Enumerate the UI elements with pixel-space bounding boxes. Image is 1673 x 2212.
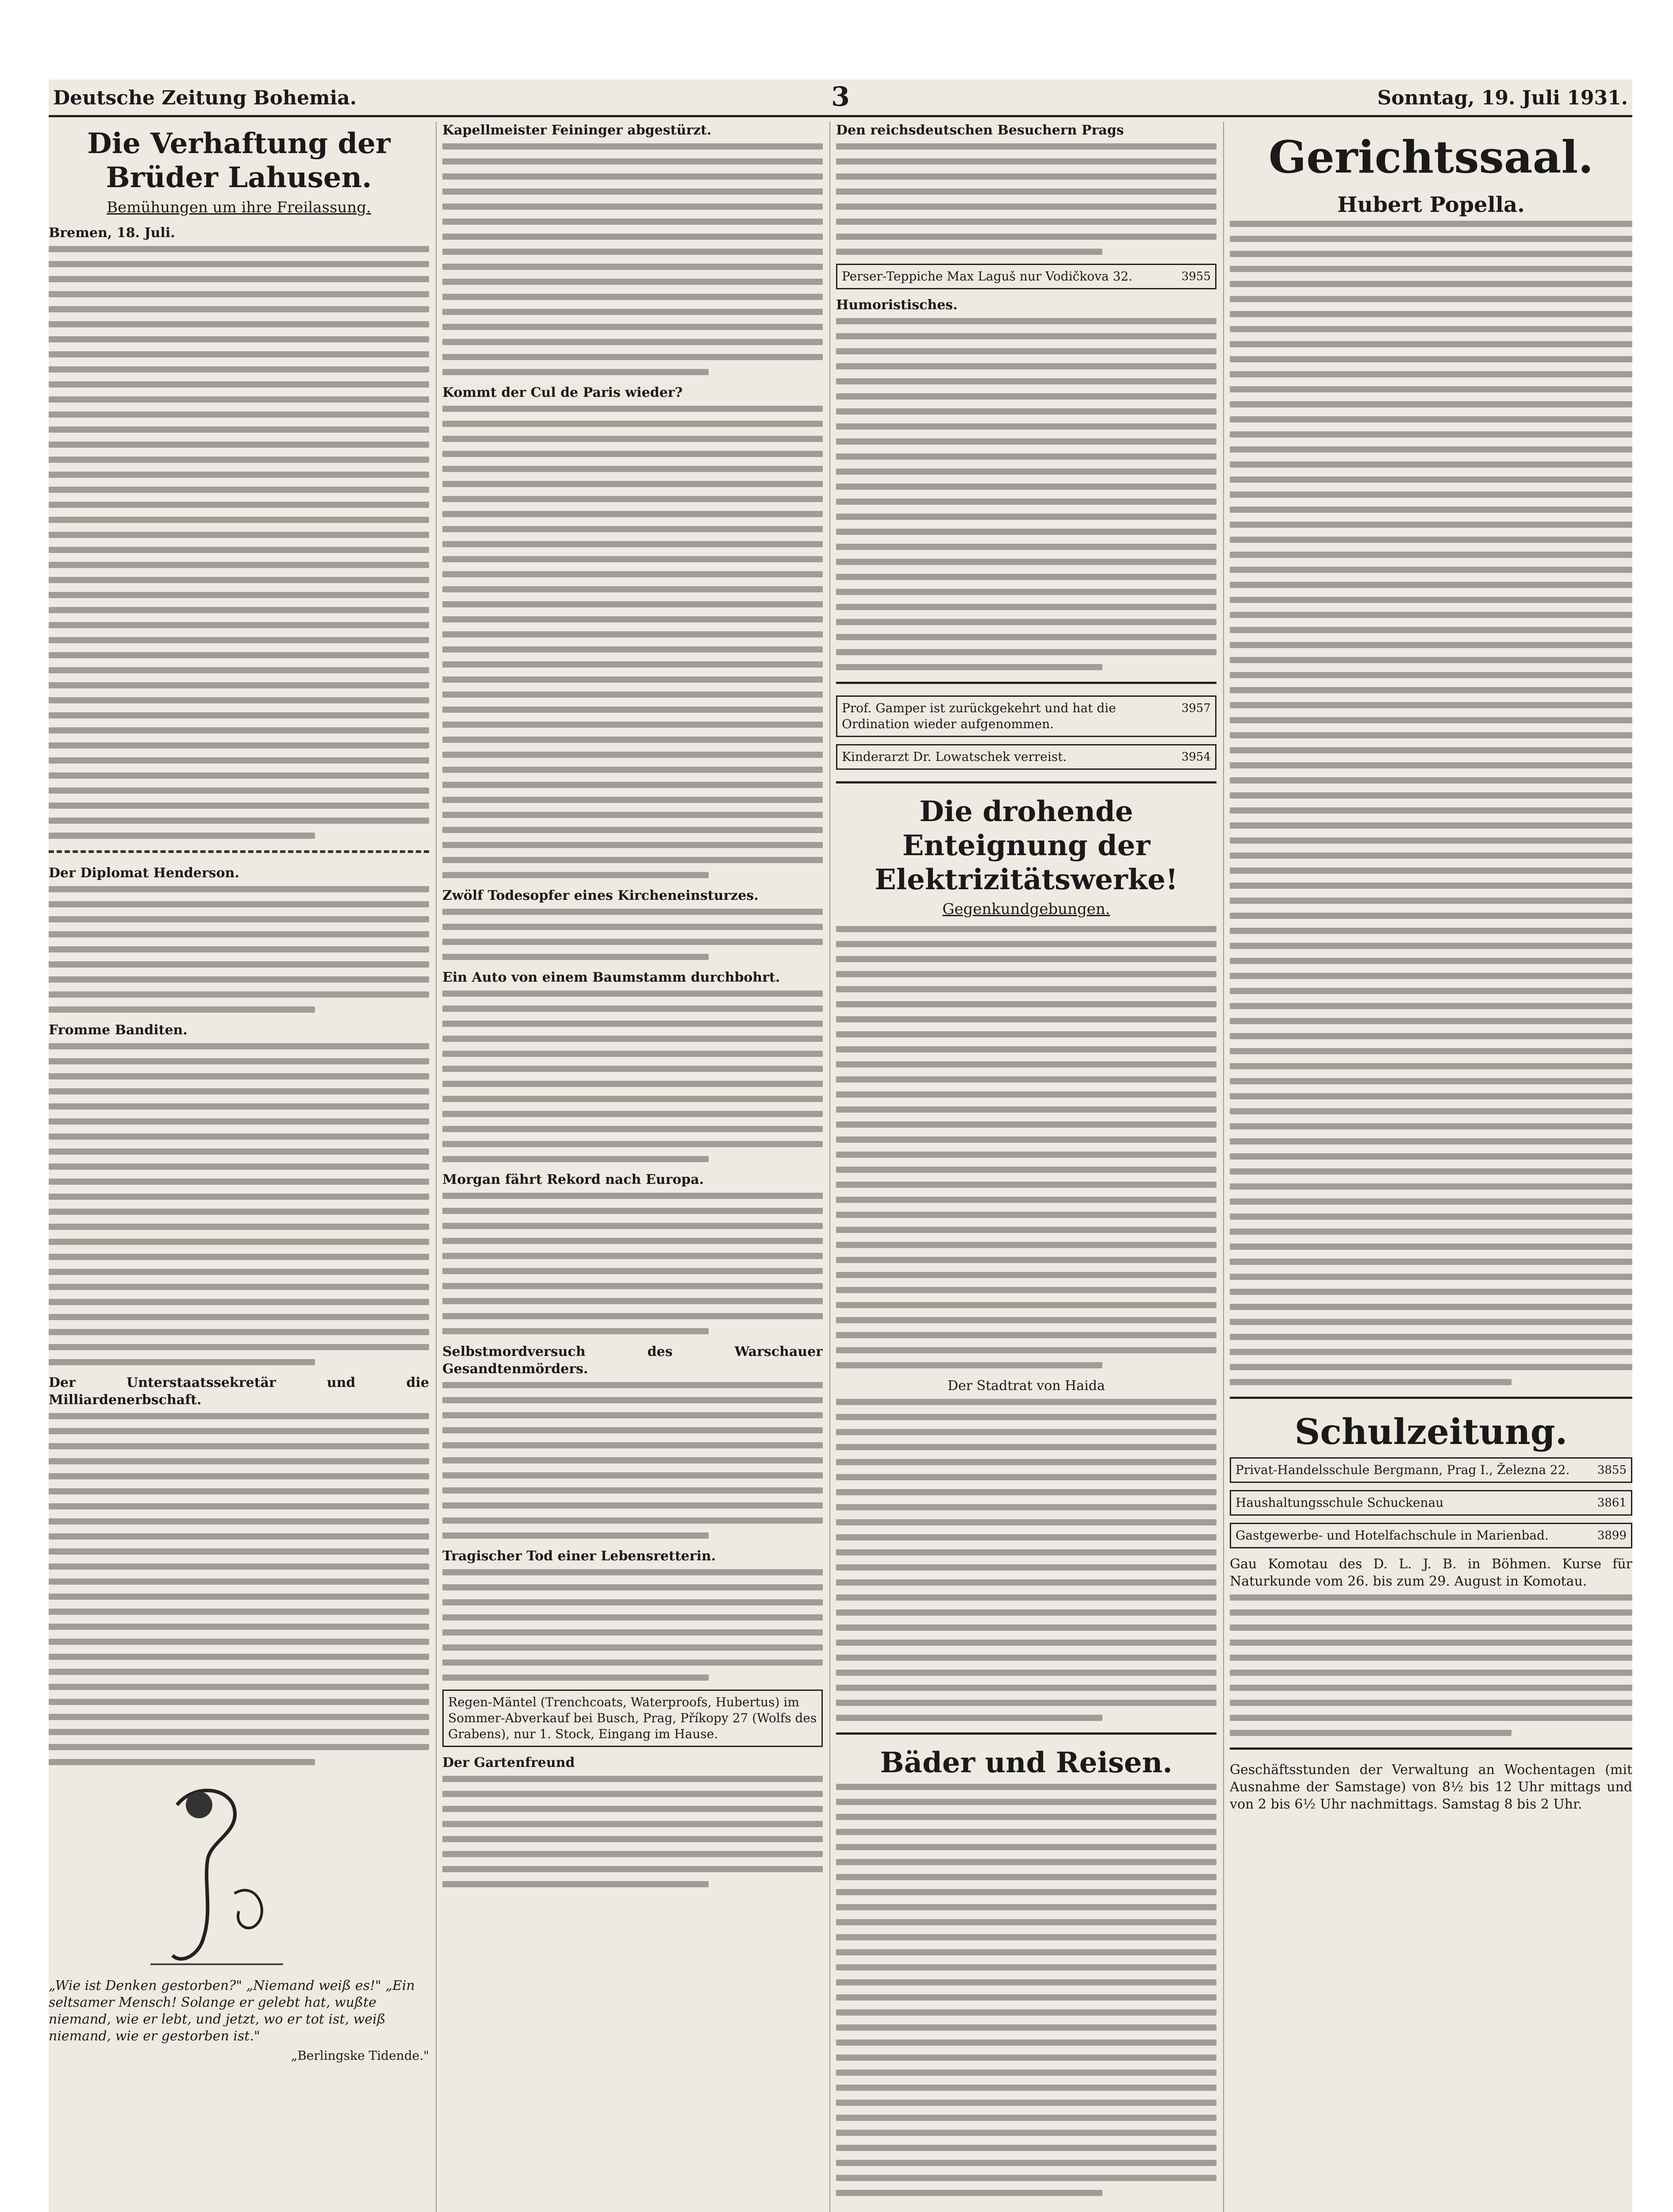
advertisement: Regen-Mäntel (Trenchcoats, Waterproofs, Hubertus) im Sommer-Abverkauf bei Busch, Prag, Příkopy 27 (Wolfs des Grabens), nur 1. Stock, Eingang im Hause.: [442, 1690, 823, 1747]
notice: [836, 695, 1216, 737]
section-headline: Schulzeitung.: [1294, 1410, 1568, 1452]
article-subhead: Gegenkundgebungen.: [942, 900, 1110, 918]
item-body: [442, 909, 823, 960]
item-body: [442, 1569, 823, 1681]
item-title: Fromme Banditen.: [49, 1022, 188, 1038]
section-divider: [836, 781, 1216, 783]
article-headline: Die Verhaftung der Brüder Lahusen.: [87, 127, 391, 194]
article-headline: Hubert Popella.: [1337, 192, 1525, 217]
item-title: Der Gartenfreund: [442, 1755, 575, 1770]
item-title: Den reichsdeutschen Besuchern Prags: [836, 123, 1124, 138]
item-title: Kapellmeister Feininger abgestürzt.: [442, 123, 712, 138]
section-divider: [1230, 1747, 1632, 1750]
advertisement: [836, 264, 1216, 289]
column-divider: [436, 122, 437, 2212]
item-title: Ein Auto von einem Baumstamm durchbohrt.: [442, 970, 780, 985]
item-body: [836, 143, 1216, 255]
notice-number: 3899: [1597, 1528, 1627, 1542]
column-4: [1230, 122, 1632, 2212]
school-notice-text: Gau Komotau des D. L. J. B. in Böhmen. Kurse für Naturkunde vom 26. bis zum 29. August in Komotau.: [1230, 1556, 1632, 1589]
notice-number: 3954: [1181, 750, 1211, 764]
item-body: [49, 886, 429, 1013]
school-notice: [1230, 1457, 1632, 1483]
item-body: [49, 1043, 429, 1365]
item-body: [442, 1776, 823, 1887]
issue-date: Sonntag, 19. Juli 1931.: [1377, 87, 1628, 109]
column-divider: [829, 122, 830, 2212]
school-notice: [1230, 1523, 1632, 1548]
article-body: [836, 926, 1216, 1368]
item-body: [836, 1399, 1216, 1721]
ad-number: 3955: [1181, 270, 1211, 283]
section-body: [1230, 1594, 1632, 1736]
notice-text: Prof. Gamper ist zurückgekehrt und hat die Ordination wieder aufgenommen.: [842, 701, 1116, 731]
newspaper-name: Deutsche Zeitung Bohemia.: [53, 87, 357, 109]
article-headline: Die drohende Enteignung der Elektrizitätswerke!: [875, 795, 1178, 896]
column-divider: [1223, 122, 1224, 2212]
cartoon-source: „Berlingske Tidende.": [291, 2048, 429, 2063]
item-body: [442, 1193, 823, 1334]
page-number: 3: [831, 81, 850, 112]
item-title: Der Diplomat Henderson.: [49, 865, 239, 881]
item-title: Kommt der Cul de Paris wieder?: [442, 385, 683, 400]
section-divider: [836, 1732, 1216, 1735]
item-body: [442, 143, 823, 375]
item-title: Der Unterstaatssekretär und die Milliardenerbschaft.: [49, 1375, 429, 1408]
notice-text: Privat-Handelsschule Bergmann, Prag I., Železna 22.: [1236, 1462, 1570, 1477]
item-body: [836, 318, 1216, 670]
section-divider: [49, 850, 429, 853]
notice-text: Haushaltungsschule Schuckenau: [1236, 1495, 1444, 1510]
masthead: [49, 80, 1632, 117]
article-dateline: Bremen, 18. Juli.: [49, 225, 175, 241]
notice-text: Kinderarzt Dr. Lowatschek verreist.: [842, 749, 1067, 764]
notice-number: 3855: [1597, 1463, 1627, 1477]
article-subhead: Bemühungen um ihre Freilassung.: [107, 198, 371, 216]
cartoon-illustration: [124, 1778, 354, 1973]
item-title: Selbstmordversuch des Warschauer Gesandtenmörders.: [442, 1344, 823, 1377]
item-title: Zwölf Todesopfer eines Kircheneinsturzes.: [442, 888, 759, 903]
item-title: Der Stadtrat von Haida: [948, 1378, 1105, 1394]
section-headline: Gerichtssaal.: [1268, 131, 1594, 183]
section-headline: Bäder und Reisen.: [880, 1746, 1173, 1780]
section-divider: [836, 682, 1216, 684]
office-hours: Geschäftsstunden der Verwaltung an Wochentagen (mit Ausnahme der Samstage) von 8½ bis 12 Uhr mittags und von 2 bis 6½ Uhr nachmittags. Samstag 8 bis 2 Uhr.: [1230, 1762, 1632, 1812]
school-notice: [1230, 1490, 1632, 1516]
notice: [836, 744, 1216, 770]
item-title: Tragischer Tod einer Lebensretterin.: [442, 1548, 716, 1564]
column-1: [49, 122, 429, 2212]
section-body: [836, 1784, 1216, 2196]
item-body: [442, 406, 823, 878]
item-body: [49, 1413, 429, 1765]
article-body: [49, 246, 429, 839]
column-2: [442, 122, 823, 2212]
cartoon-caption: „Wie ist Denken gestorben?" „Niemand weiß es!" „Ein seltsamer Mensch! Solange er gelebt hat, wußte niemand, wie er lebt, und jetzt, wo er tot ist, weiß niemand, wie er gestorben ist.": [49, 1978, 415, 2044]
column-3: [836, 122, 1216, 2212]
item-body: [442, 1382, 823, 1539]
section-divider: [1230, 1397, 1632, 1399]
item-title: Morgan fährt Rekord nach Europa.: [442, 1172, 704, 1187]
item-title: Humoristisches.: [836, 297, 958, 313]
article-body: [1230, 221, 1632, 1385]
notice-number: 3861: [1597, 1496, 1627, 1509]
ad-text: Perser-Teppiche Max Laguš nur Vodičkova 32.: [842, 269, 1133, 284]
notice-number: 3957: [1181, 702, 1211, 715]
item-body: [442, 991, 823, 1162]
notice-text: Gastgewerbe- und Hotelfachschule in Marienbad.: [1236, 1528, 1549, 1543]
